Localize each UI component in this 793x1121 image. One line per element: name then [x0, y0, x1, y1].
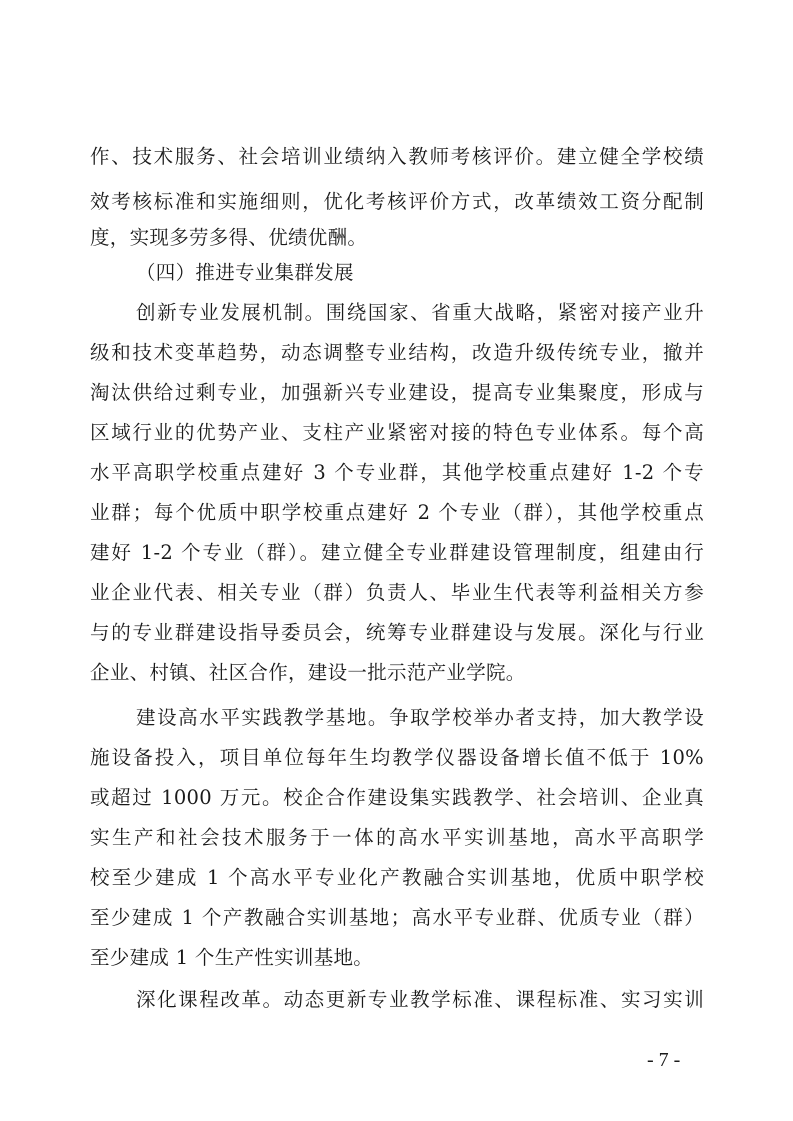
body-text-line: 业群；每个优质中职学校重点建好 2 个专业（群），其他学校重点	[90, 501, 704, 524]
body-text-line: 淘汰供给过剩专业，加强新兴专业建设，提高专业集聚度，形成与	[90, 381, 704, 404]
body-text-line: 或超过 1000 万元。校企合作建设集实践教学、社会培训、企业真	[90, 786, 704, 809]
body-text-line: 效考核标准和实施细则，优化考核评价方式，改革绩效工资分配制	[90, 190, 704, 213]
body-text-line: 实生产和社会技术服务于一体的高水平实训基地，高水平高职学	[90, 826, 704, 849]
body-text-line: 施设备投入，项目单位每年生均教学仪器设备增长值不低于 10%	[90, 746, 704, 769]
body-text-line: 水平高职学校重点建好 3 个专业群，其他学校重点建好 1-2 个专	[90, 461, 704, 484]
body-text-line: 业企业代表、相关专业（群）负责人、毕业生代表等利益相关方参	[90, 581, 704, 604]
body-text-line: 级和技术变革趋势，动态调整专业结构，改造升级传统专业，撤并	[90, 341, 704, 364]
body-text-line: 至少建成 1 个产教融合实训基地；高水平专业群、优质专业（群）	[90, 906, 704, 929]
body-text-line: 至少建成 1 个生产性实训基地。	[90, 946, 374, 969]
body-text-line: 区域行业的优势产业、支柱产业紧密对接的特色专业体系。每个高	[90, 421, 704, 444]
body-text-line: 校至少建成 1 个高水平专业化产教融合实训基地，优质中职学校	[90, 866, 704, 889]
body-text-line: 作、技术服务、社会培训业绩纳入教师考核评价。建立健全学校绩	[90, 145, 704, 168]
body-text-line: 度，实现多劳多得、优绩优酬。	[90, 226, 368, 249]
body-text-line: 建好 1-2 个专业（群）。建立健全专业群建设管理制度，组建由行	[90, 541, 704, 564]
body-text-line: 与的专业群建设指导委员会，统筹专业群建设与发展。深化与行业	[90, 621, 704, 644]
page-number: - 7 -	[647, 1049, 681, 1071]
section-heading: （四）推进专业集群发展	[136, 261, 354, 284]
paragraph-first-line: 建设高水平实践教学基地。争取学校举办者支持，加大教学设	[136, 706, 704, 729]
body-text-line: 企业、村镇、社区合作，建设一批示范产业学院。	[90, 661, 526, 684]
paragraph-first-line: 创新专业发展机制。围绕国家、省重大战略，紧密对接产业升	[136, 301, 704, 324]
paragraph-first-line: 深化课程改革。动态更新专业教学标准、课程标准、实习实训	[136, 988, 704, 1011]
